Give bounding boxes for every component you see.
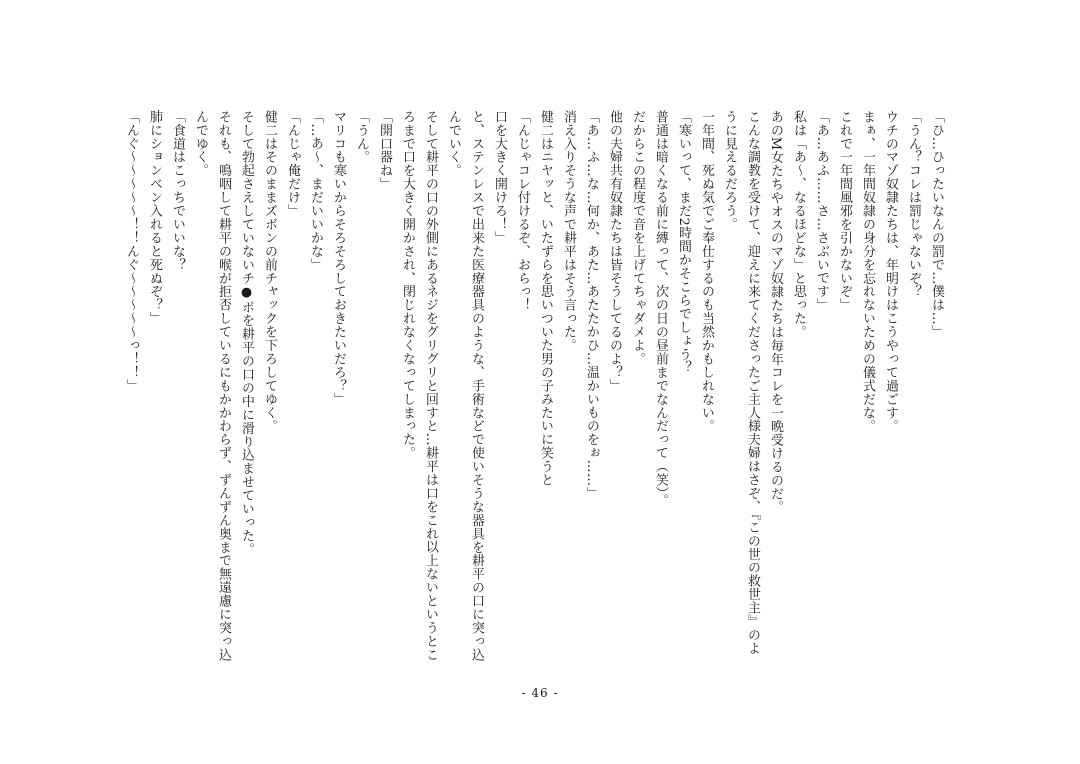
text-line: 「んぐ〜〜〜〜〜！！んぐ〜〜〜〜〜っ！！」: [124, 110, 139, 393]
text-line: そして耕平の口の外側にあるネジをグリグリと回すと…耕平は口をこれ以上ないというところまで口を大きく開かされ、閉じれなくなってしまった。: [400, 110, 438, 662]
text-line: 「んじゃ俺だけ」: [285, 110, 300, 218]
text-line: 「…あ〜、まだいいかな」: [308, 110, 323, 272]
page-number: - 46 -: [521, 686, 559, 700]
text-line: 「んじゃコレ付けるぞ、おらっ！: [515, 110, 530, 312]
text-line: 「うん。: [354, 110, 369, 164]
text-line: と、ステンレスで出来た医療器具のような、手術などで使いそうな器具を耕平の口に突っ込んでいく。: [446, 110, 484, 662]
text-line: 消え入りそうな声で耕平はそう言った。: [561, 110, 576, 353]
text-line: 「ひ…ひったいなんの罰で…僕は…」: [929, 110, 944, 339]
page-body-text: [118, 110, 948, 666]
text-line: 健二はニヤッと、いたずらを思いついた男の子みたいに笑うと: [538, 110, 553, 487]
text-line: 「うん？コレは罰じゃないぞ？: [906, 110, 921, 299]
text-line: こんな調教を受けて、迎えに来てくださったご主人様夫婦はさぞ、『この世の救世主』のように見えるだろう。: [722, 110, 760, 655]
text-line: 一年間、死ぬ気でご奉仕するのも当然かもしれない。: [699, 110, 714, 433]
text-line: 「食道はこっちでいいな？: [170, 110, 185, 272]
text-line: 普通は暗くなる前に縛って、次の日の昼前までなんだって（笑）。: [653, 110, 668, 508]
text-line: 口を大きく開けろ！」: [492, 110, 507, 245]
text-line: 私は「あ〜、なるほどな」と思った。: [791, 110, 806, 339]
text-line: 「あ…あふ……さ…さぶいです」: [814, 110, 829, 312]
text-line: 健二はそのままズボンの前チャックを下ろしてゆく。: [262, 110, 277, 433]
text-line: これで一年間風邪を引かないぞ」: [837, 110, 852, 312]
text-line: だからこの程度で音を上げてちゃダメよ。: [630, 110, 645, 366]
text-line: 「あ…ふ…な…何か、あた…あたたかひ…温かいものをぉ……」: [584, 110, 599, 500]
text-line: 他の夫婦共有奴隷たちは皆そうしてるのよ？」: [607, 110, 622, 393]
text-line: まぁ、一年間奴隷の身分を忘れないための儀式だな。: [860, 110, 875, 433]
text-line: マリコも寒いからそろそろしておきたいだろ？」: [331, 110, 346, 406]
text-line: 「開口器ね」: [377, 110, 392, 191]
text-line: 肺にションベン入れると死ぬぞ？」: [147, 110, 162, 326]
text-line: それも、鳴咽して耕平の喉が拒否しているにもかかわらず、ずんずん奥まで無遠慮に突っ込んでゆく。: [193, 110, 231, 662]
text-line: あのM女たちやオスのマゾ奴隷たちは毎年コレを一晩受けるのだ。: [768, 110, 783, 514]
text-line: ウチのマゾ奴隷たちは、年明けはこうやって過ごす。: [883, 110, 898, 433]
text-line: 「寒いって、まだ2時間かそこらでしょう？: [676, 110, 691, 375]
text-line: そして勃起さえしていないチ●ポを耕平の口の中に滑り込ませていった。: [239, 110, 254, 556]
